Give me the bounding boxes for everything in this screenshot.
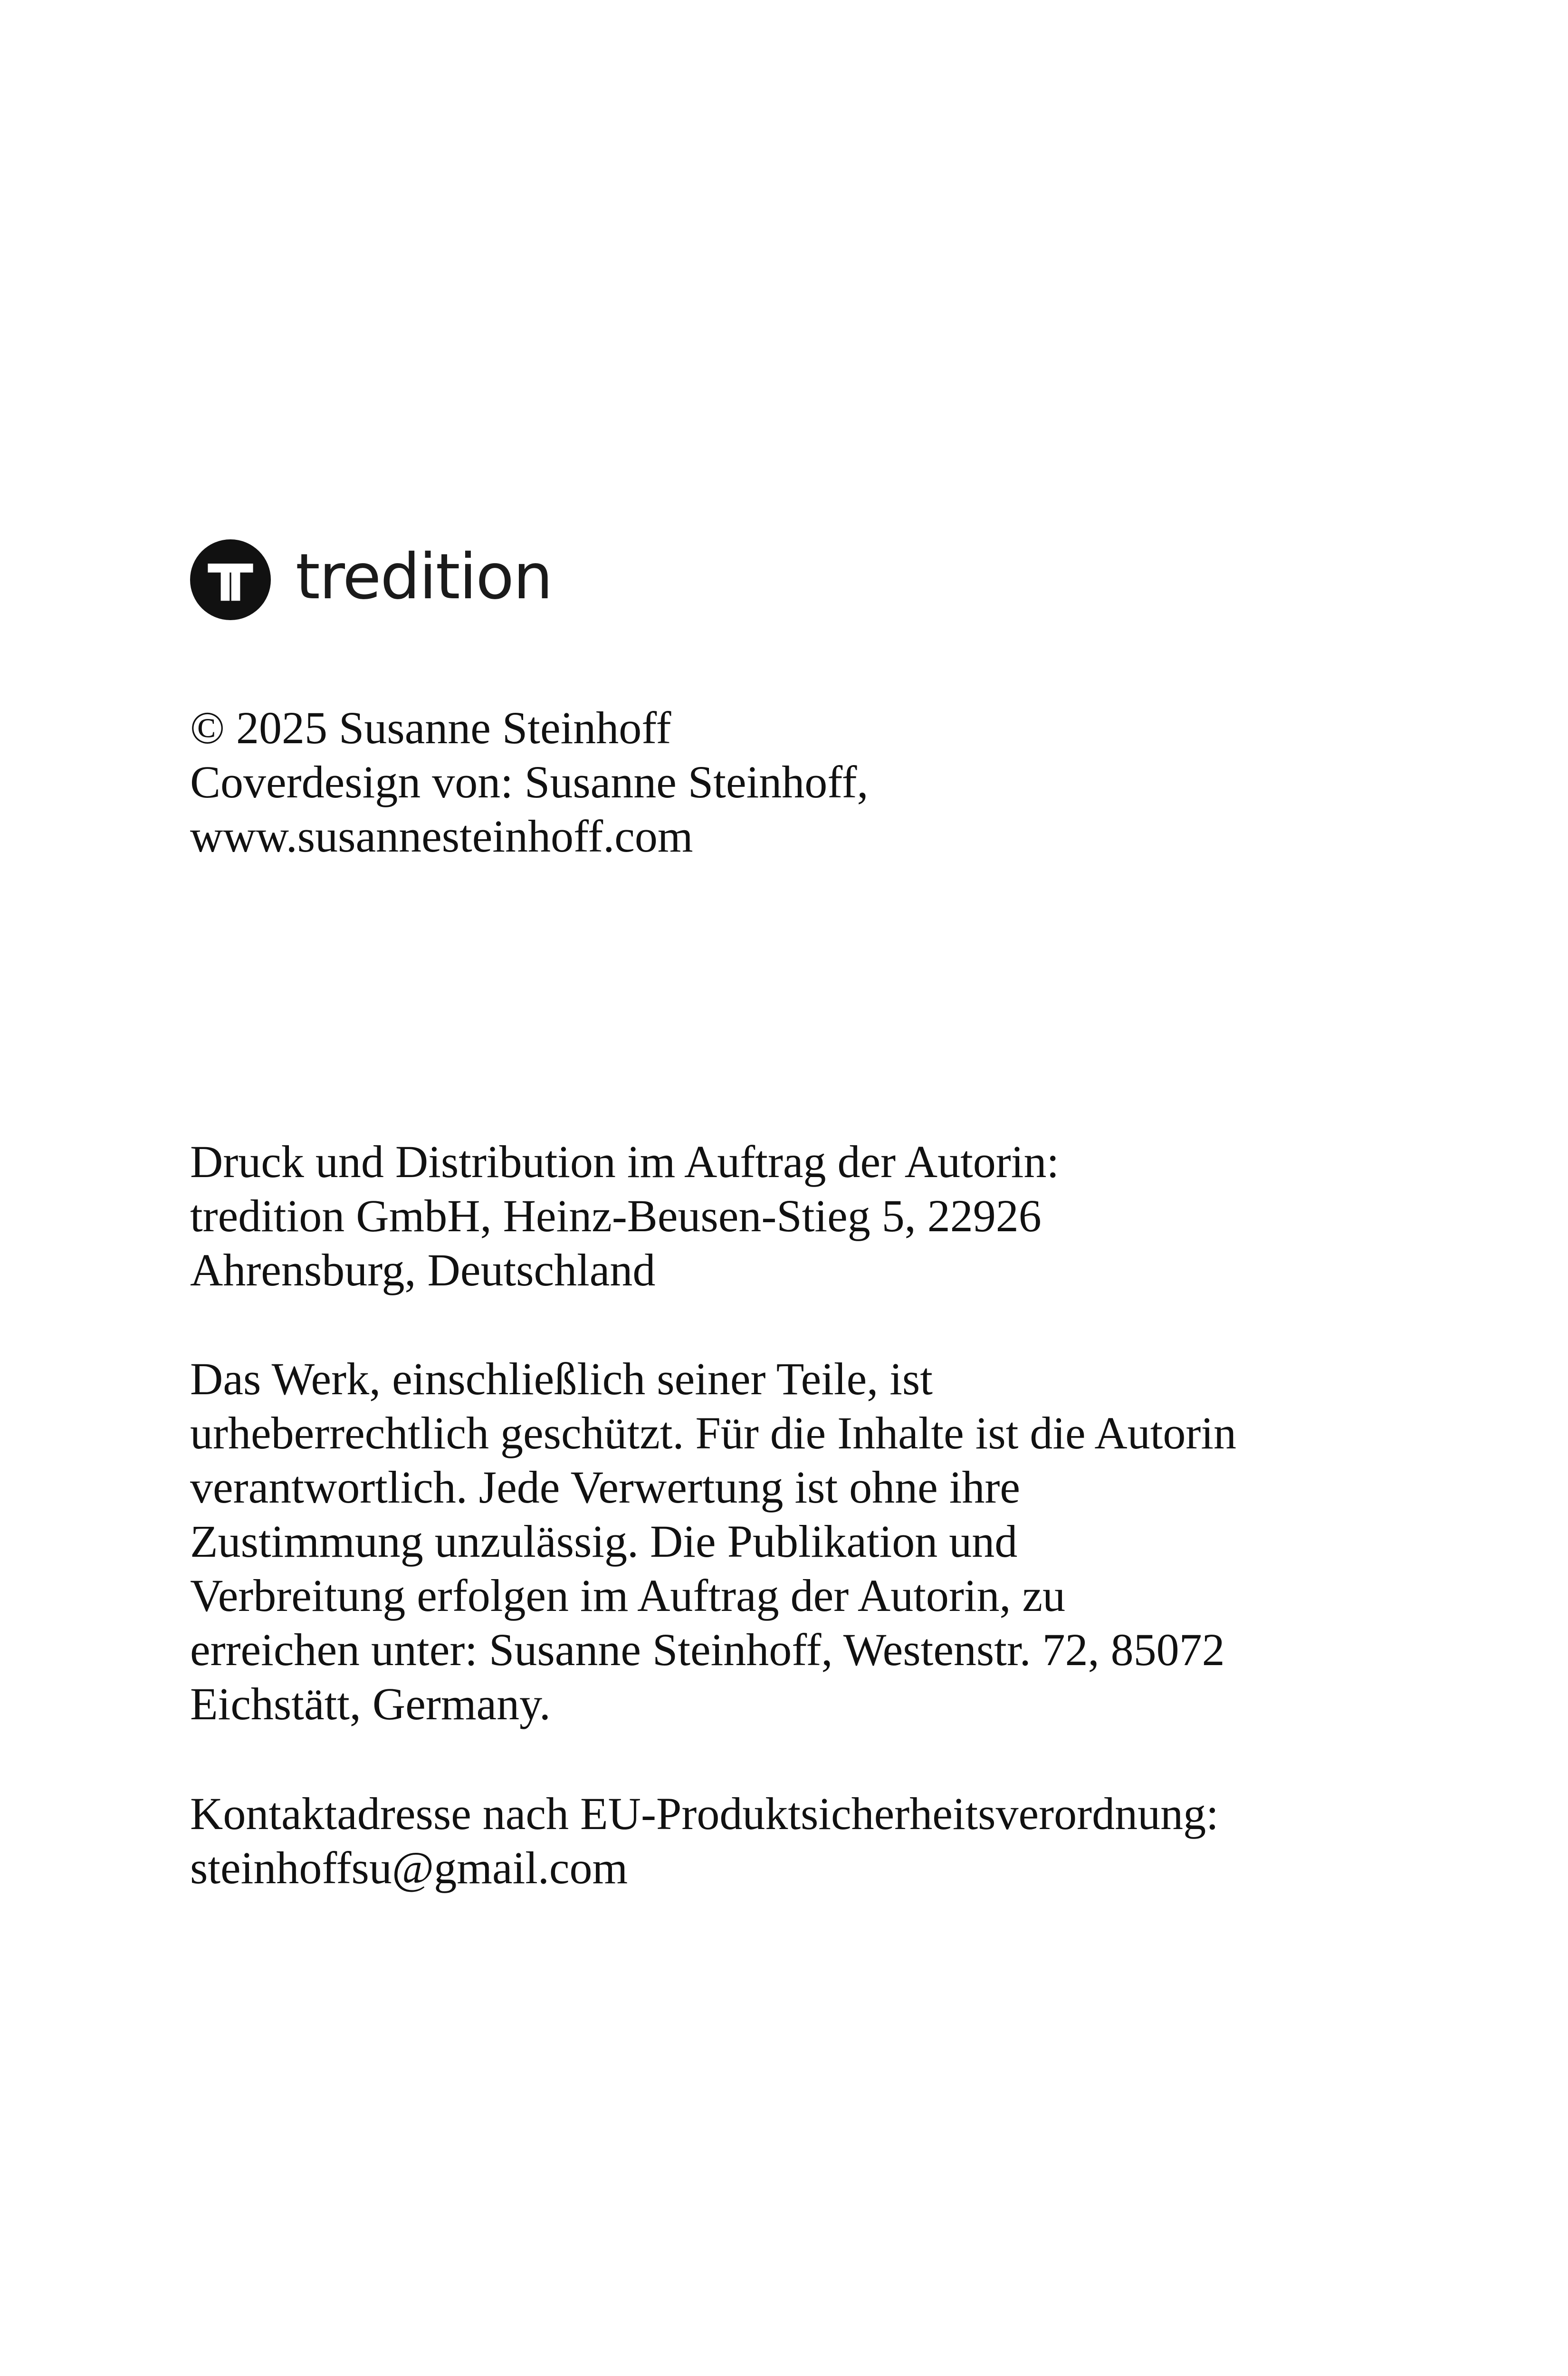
author-website: www.susannesteinhoff.com — [190, 811, 693, 862]
notice-line: Verbreitung erfolgen im Auftrag der Autorin, zu — [190, 1570, 1066, 1621]
copyright-notice-block — [190, 1352, 1425, 1731]
copyright-block — [190, 701, 1425, 863]
print-line: Ahrensburg, Deutschland — [190, 1245, 656, 1295]
contact-block — [190, 1787, 1425, 1895]
copyright-line: © 2025 Susanne Steinhoff — [190, 702, 671, 753]
tredition-logo-icon — [190, 539, 271, 620]
coverdesign-line: Coverdesign von: Susanne Steinhoff, — [190, 757, 869, 807]
publisher-logo — [190, 539, 552, 620]
notice-line: urheberrechtlich geschützt. Für die Inhalte ist die Autorin — [190, 1408, 1236, 1458]
notice-line: verantwortlich. Jede Verwertung ist ohne ihre — [190, 1462, 1021, 1513]
notice-line: Zustimmung unzulässig. Die Publikation und — [190, 1516, 1018, 1567]
contact-heading: Kontaktadresse nach EU-Produktsicherheitsverordnung: — [190, 1788, 1219, 1839]
notice-line: erreichen unter: Susanne Steinhoff, Westenstr. 72, 85072 — [190, 1624, 1225, 1675]
contact-email: steinhoffsu@gmail.com — [190, 1842, 628, 1893]
notice-line: Das Werk, einschließlich seiner Teile, ist — [190, 1353, 933, 1404]
print-line: tredition GmbH, Heinz-Beusen-Stieg 5, 22926 — [190, 1190, 1042, 1241]
print-line: Druck und Distribution im Auftrag der Autorin: — [190, 1136, 1060, 1187]
publisher-wordmark: tredition — [296, 540, 552, 613]
print-distribution-block — [190, 1135, 1425, 1297]
notice-line: Eichstätt, Germany. — [190, 1678, 551, 1729]
